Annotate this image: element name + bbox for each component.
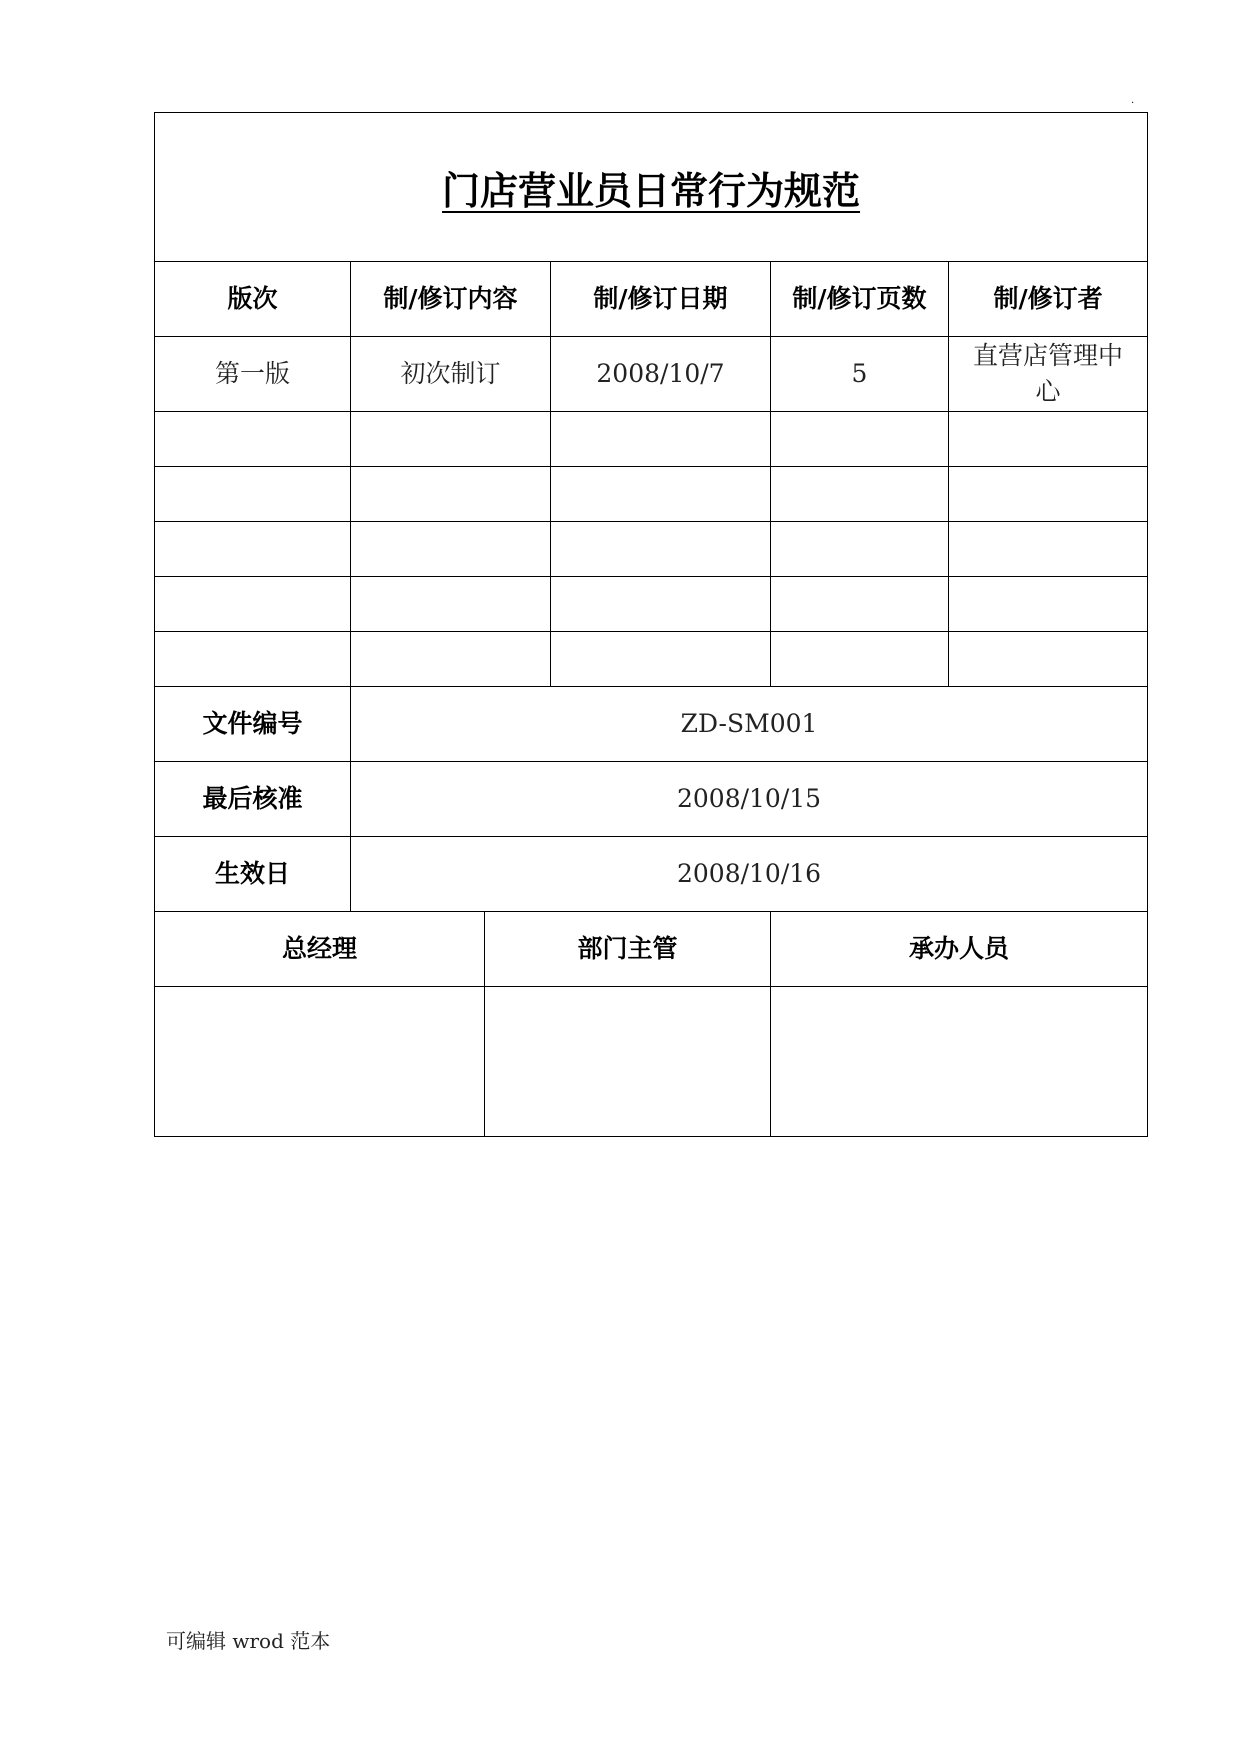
footer-note: 可编辑 wrod 范本 bbox=[166, 1629, 331, 1653]
empty-revision-row bbox=[155, 522, 1148, 577]
header-date: 制/修订日期 bbox=[551, 262, 771, 337]
empty-cell bbox=[155, 632, 351, 687]
revision-record-table bbox=[154, 112, 1148, 1137]
signature-handler-label: 承办人员 bbox=[771, 912, 1148, 987]
empty-cell bbox=[551, 577, 771, 632]
signature-dept-head-box bbox=[485, 987, 771, 1137]
empty-revision-row bbox=[155, 412, 1148, 467]
header-pages: 制/修订页数 bbox=[771, 262, 949, 337]
header-content: 制/修订内容 bbox=[351, 262, 551, 337]
empty-cell bbox=[949, 522, 1148, 577]
title-cell bbox=[155, 113, 1148, 262]
empty-revision-row bbox=[155, 577, 1148, 632]
empty-cell bbox=[551, 522, 771, 577]
empty-cell bbox=[771, 412, 949, 467]
revision-author: 直营店管理中心 bbox=[949, 337, 1148, 412]
empty-cell bbox=[771, 467, 949, 522]
signature-dept-head-label: 部门主管 bbox=[485, 912, 771, 987]
revision-date: 2008/10/7 bbox=[551, 337, 771, 412]
empty-cell bbox=[771, 632, 949, 687]
signature-gm-label: 总经理 bbox=[155, 912, 485, 987]
empty-cell bbox=[351, 632, 551, 687]
empty-cell bbox=[155, 577, 351, 632]
empty-cell bbox=[551, 467, 771, 522]
revision-pages: 5 bbox=[771, 337, 949, 412]
effective-date-value: 2008/10/16 bbox=[351, 837, 1148, 912]
empty-revision-row bbox=[155, 467, 1148, 522]
effective-date-label: 生效日 bbox=[155, 837, 351, 912]
doc-number-label: 文件编号 bbox=[155, 687, 351, 762]
empty-cell bbox=[949, 577, 1148, 632]
empty-cell bbox=[155, 467, 351, 522]
empty-cell bbox=[949, 467, 1148, 522]
revision-content: 初次制订 bbox=[351, 337, 551, 412]
header-version: 版次 bbox=[155, 262, 351, 337]
document-title: 门店营业员日常行为规范 bbox=[442, 168, 861, 213]
revision-header-row bbox=[155, 262, 1148, 337]
empty-cell bbox=[949, 632, 1148, 687]
revision-version: 第一版 bbox=[155, 337, 351, 412]
revision-row bbox=[155, 337, 1148, 412]
empty-cell bbox=[551, 412, 771, 467]
corner-dot-mark: . bbox=[1131, 95, 1135, 106]
empty-cell bbox=[155, 522, 351, 577]
empty-cell bbox=[771, 577, 949, 632]
empty-cell bbox=[155, 412, 351, 467]
final-approval-value: 2008/10/15 bbox=[351, 762, 1148, 837]
signature-row bbox=[155, 987, 1148, 1137]
doc-number-row bbox=[155, 687, 1148, 762]
doc-number-value: ZD-SM001 bbox=[351, 687, 1148, 762]
final-approval-label: 最后核准 bbox=[155, 762, 351, 837]
header-author: 制/修订者 bbox=[949, 262, 1148, 337]
empty-cell bbox=[551, 632, 771, 687]
empty-cell bbox=[949, 412, 1148, 467]
empty-cell bbox=[351, 467, 551, 522]
empty-revision-row bbox=[155, 632, 1148, 687]
signature-handler-box bbox=[771, 987, 1148, 1137]
signature-header-row bbox=[155, 912, 1148, 987]
empty-cell bbox=[351, 412, 551, 467]
empty-cell bbox=[351, 577, 551, 632]
empty-cell bbox=[771, 522, 949, 577]
final-approval-row bbox=[155, 762, 1148, 837]
signature-gm-box bbox=[155, 987, 485, 1137]
empty-cell bbox=[351, 522, 551, 577]
effective-date-row bbox=[155, 837, 1148, 912]
